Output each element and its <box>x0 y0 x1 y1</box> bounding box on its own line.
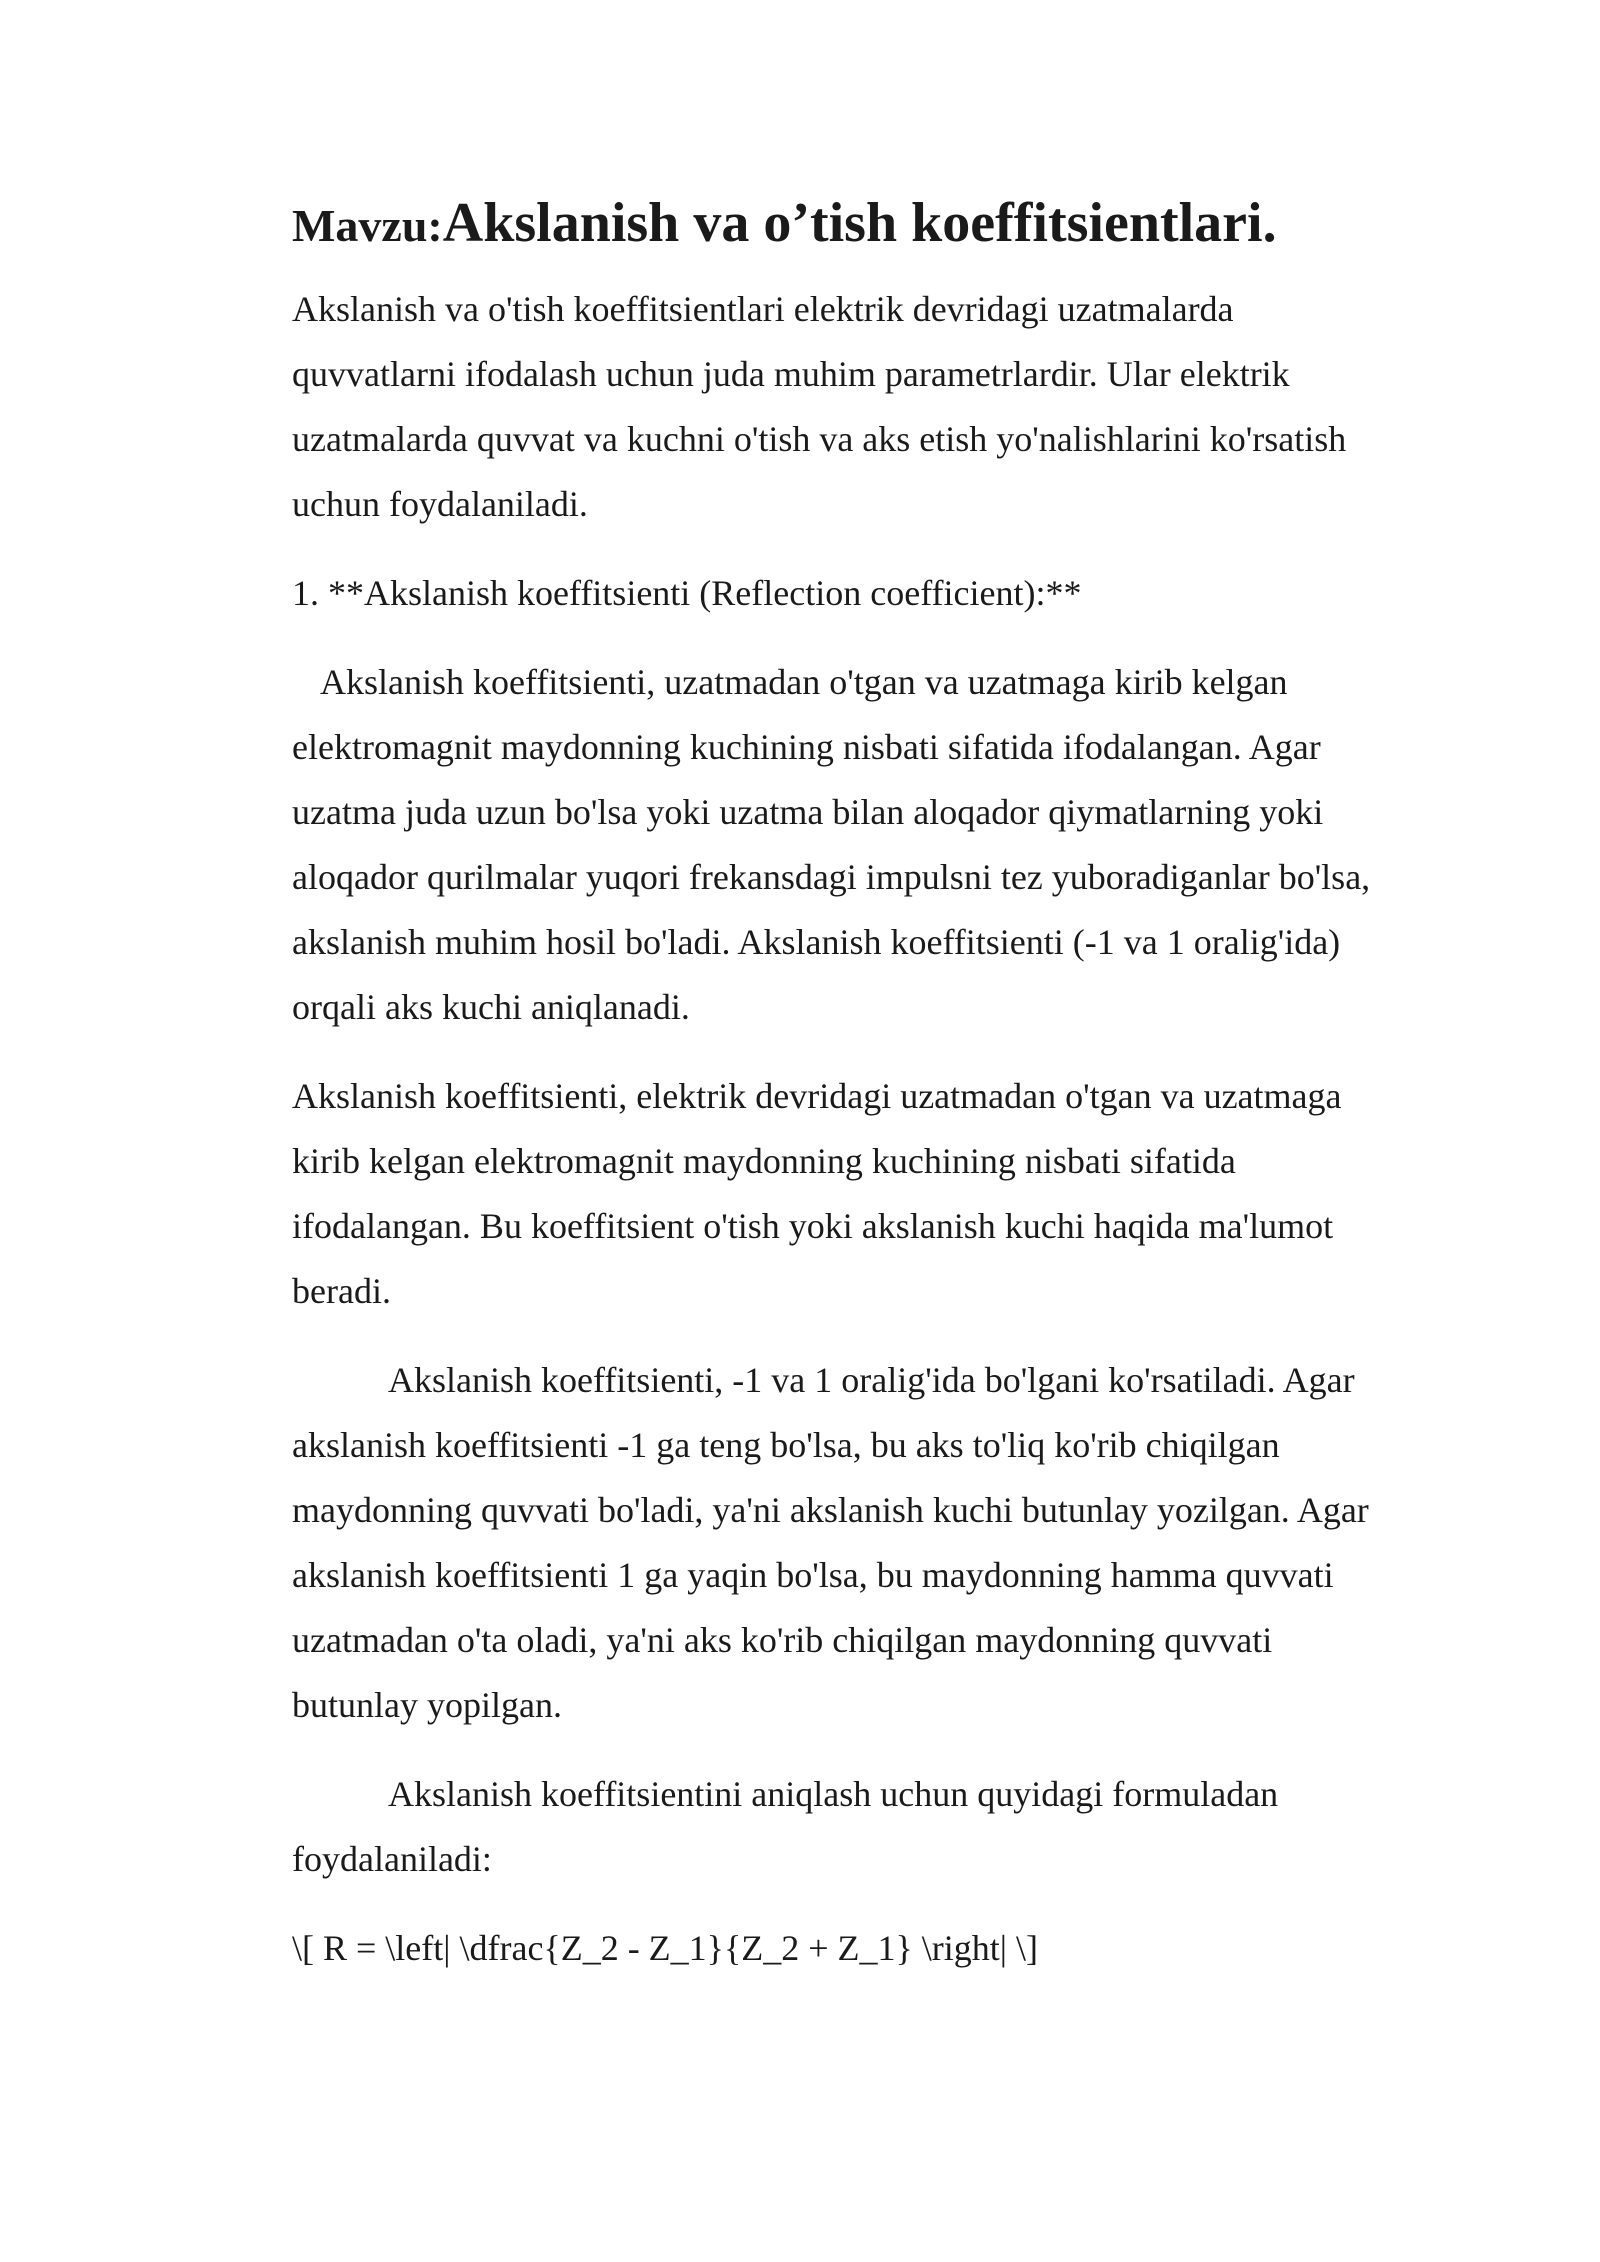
intro-paragraph: Akslanish va o'tish koeffitsientlari elektrik devridagi uzatmalarda quvvatlarni ifodalash uchun juda muhim parametrlardir. Ular elektrik uzatmalarda quvvat va kuchni o'tish va aks etish yo'nalishlarini ko'rsatish uchun foydalaniladi. <box>292 289 1347 525</box>
title-main: Akslanish va o’tish koeffitsientlari. <box>442 192 1277 254</box>
reflection-range-paragraph: Akslanish koeffitsienti, -1 va 1 oralig'ida bo'lgani ko'rsatiladi. Agar akslanish koeffitsienti -1 ga teng bo'lsa, bu aks to'liq ko'rib chiqilgan maydonning quvvati bo'ladi, ya'ni akslanish kuchi butunlay yozilgan. Agar akslanish koeffitsienti 1 ga yaqin bo'lsa, bu maydonning hamma quvvati uzatmadan o'ta oladi, ya'ni aks ko'rib chiqilgan maydonning quvvati butunlay yopilgan. <box>292 1360 1369 1726</box>
section-heading-reflection: 1. **Akslanish koeffitsienti (Reflection coefficient):** <box>292 573 1082 614</box>
document-title <box>292 190 1372 257</box>
formula-intro-paragraph: Akslanish koeffitsientini aniqlash uchun quyidagi formuladan foydalaniladi: <box>292 1774 1279 1880</box>
title-prefix: Mavzu: <box>292 200 443 251</box>
reflection-formula: \[ R = \left| \dfrac{Z_2 - Z_1}{Z_2 + Z_1} \right| \] <box>292 1928 1038 1969</box>
document-page <box>292 190 1372 2005</box>
reflection-ratio-paragraph: Akslanish koeffitsienti, elektrik devridagi uzatmadan o'tgan va uzatmaga kirib kelgan elektromagnit maydonning kuchining nisbati sifatida ifodalangan. Bu koeffitsient o'tish yoki akslanish kuchi haqida ma'lumot beradi. <box>292 1076 1342 1312</box>
reflection-definition-paragraph: Akslanish koeffitsienti, uzatmadan o'tgan va uzatmaga kirib kelgan elektromagnit maydonning kuchining nisbati sifatida ifodalangan. Agar uzatma juda uzun bo'lsa yoki uzatma bilan aloqador qiymatlarning yoki aloqador qurilmalar yuqori frekansdagi impulsni tez yuboradiganlar bo'lsa, akslanish muhim hosil bo'ladi. Akslanish koeffitsienti (-1 va 1 oralig'ida) orqali aks kuchi aniqlanadi. <box>292 662 1371 1028</box>
